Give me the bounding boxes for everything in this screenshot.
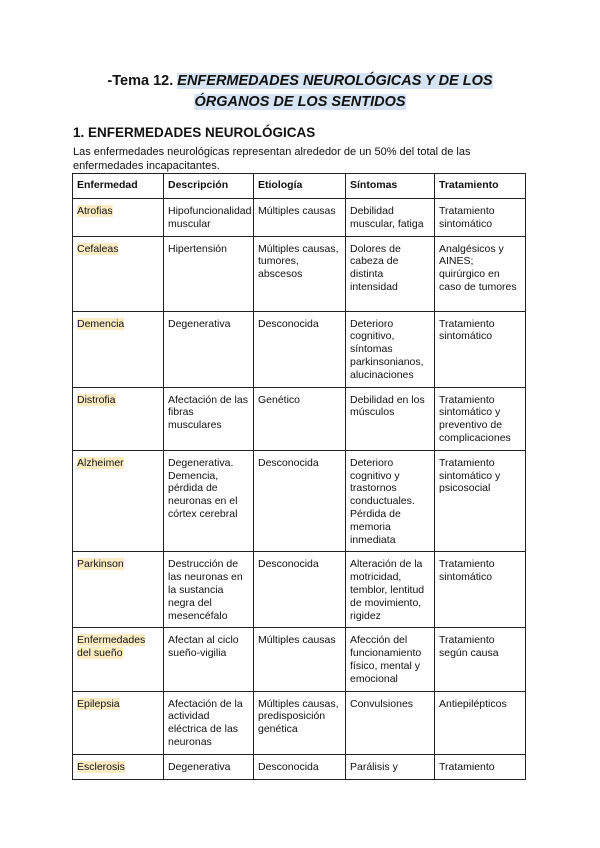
- cell-descripcion: Hipertensión: [164, 236, 254, 311]
- cell-tratamiento: Tratamiento sintomático y preventivo de complicaciones: [435, 387, 526, 450]
- cell-descripcion: Afectación de las fibras musculares: [164, 387, 254, 450]
- cell-etiologia: Desconocida: [254, 450, 346, 552]
- cell-tratamiento: Analgésicos y AINES; quirúrgico en caso de tumores: [435, 236, 526, 311]
- header-tratamiento: Tratamiento: [435, 174, 526, 199]
- cell-tratamiento: Tratamiento sintomático: [435, 552, 526, 628]
- cell-descripcion: Degenerativa: [164, 311, 254, 387]
- cell-sintomas: Dolores de cabeza de distinta intensidad: [346, 236, 435, 311]
- section-heading: 1. ENFERMEDADES NEUROLÓGICAS: [73, 125, 316, 140]
- title-prefix: -Tema 12.: [107, 73, 174, 89]
- cell-descripcion: Degenerativa. Demencia, pérdida de neuronas en el córtex cerebral: [164, 450, 254, 552]
- disease-name: Distrofia: [77, 393, 116, 406]
- table-row: [73, 199, 526, 237]
- cell-enfermedad: [73, 311, 164, 387]
- table-row: [73, 236, 526, 311]
- cell-enfermedad: [73, 691, 164, 754]
- header-sintomas: Síntomas: [346, 174, 435, 199]
- disease-name: Esclerosis: [77, 760, 125, 773]
- cell-etiologia: Genético: [254, 387, 346, 450]
- cell-enfermedad: [73, 236, 164, 311]
- cell-etiologia: Múltiples causas, predisposición genética: [254, 691, 346, 754]
- disease-name: Alzheimer: [77, 456, 124, 469]
- disease-name: Cefaleas: [77, 242, 119, 255]
- table-row: [73, 754, 526, 779]
- cell-etiologia: Desconocida: [254, 311, 346, 387]
- cell-sintomas: Alteración de la motricidad, temblor, lentitud de movimiento, rigidez: [346, 552, 435, 628]
- table-row: [73, 450, 526, 552]
- cell-enfermedad: [73, 450, 164, 552]
- cell-tratamiento: Tratamiento: [435, 754, 526, 779]
- disease-name: Parkinson: [77, 558, 124, 571]
- disease-name: Enfermedades del sueño: [77, 634, 146, 660]
- header-descripcion: Descripción: [164, 174, 254, 199]
- header-enfermedad: Enfermedad: [73, 174, 164, 199]
- cell-sintomas: Afección del funcionamiento físico, mental y emocional: [346, 628, 435, 691]
- cell-enfermedad: [73, 387, 164, 450]
- page-title: [40, 71, 560, 113]
- cell-descripcion: Hipofuncionalidad muscular: [164, 199, 254, 237]
- table-row: [73, 311, 526, 387]
- header-etiologia: Etiología: [254, 174, 346, 199]
- cell-etiologia: Desconocida: [254, 552, 346, 628]
- section-intro: Las enfermedades neurológicas representan alrededor de un 50% del total de las enfermedades incapacitantes.: [73, 146, 471, 172]
- cell-enfermedad: [73, 628, 164, 691]
- title-highlight-line2: ÓRGANOS DE LOS SENTIDOS: [194, 94, 406, 110]
- cell-sintomas: Deterioro cognitivo, síntomas parkinsonianos, alucinaciones: [346, 311, 435, 387]
- cell-tratamiento: Tratamiento sintomático y psicosocial: [435, 450, 526, 552]
- cell-sintomas: Debilidad muscular, fatiga: [346, 199, 435, 237]
- cell-enfermedad: [73, 754, 164, 779]
- cell-tratamiento: Tratamiento sintomático: [435, 311, 526, 387]
- cell-tratamiento: Tratamiento sintomático: [435, 199, 526, 237]
- table-row: [73, 552, 526, 628]
- cell-etiologia: Múltiples causas, tumores, abscesos: [254, 236, 346, 311]
- disease-name: Epilepsia: [77, 697, 120, 710]
- table-row: [73, 628, 526, 691]
- cell-descripcion: Afectan al ciclo sueño-vigilia: [164, 628, 254, 691]
- cell-tratamiento: Antiepilépticos: [435, 691, 526, 754]
- cell-descripcion: Degenerativa: [164, 754, 254, 779]
- disease-name: Demencia: [77, 317, 125, 330]
- cell-enfermedad: [73, 199, 164, 237]
- cell-etiologia: Múltiples causas: [254, 628, 346, 691]
- table-row: [73, 691, 526, 754]
- disease-name: Atrofias: [77, 205, 113, 217]
- table-row: [73, 387, 526, 450]
- cell-sintomas: Convulsiones: [346, 691, 435, 754]
- cell-etiologia: Múltiples causas: [254, 199, 346, 237]
- cell-descripcion: Destrucción de las neuronas en la sustancia negra del mesencéfalo: [164, 552, 254, 628]
- table-header-row: [73, 174, 526, 199]
- title-highlight-line1: ENFERMEDADES NEUROLÓGICAS Y DE LOS: [177, 73, 493, 89]
- cell-etiologia: Desconocida: [254, 754, 346, 779]
- cell-sintomas: Deterioro cognitivo y trastornos conductuales. Pérdida de memoria inmediata: [346, 450, 435, 552]
- cell-enfermedad: [73, 552, 164, 628]
- cell-tratamiento: Tratamiento según causa: [435, 628, 526, 691]
- cell-descripcion: Afectación de la actividad eléctrica de las neuronas: [164, 691, 254, 754]
- cell-sintomas: Parálisis y: [346, 754, 435, 779]
- cell-sintomas: Debilidad en los músculos: [346, 387, 435, 450]
- diseases-table: [72, 173, 526, 780]
